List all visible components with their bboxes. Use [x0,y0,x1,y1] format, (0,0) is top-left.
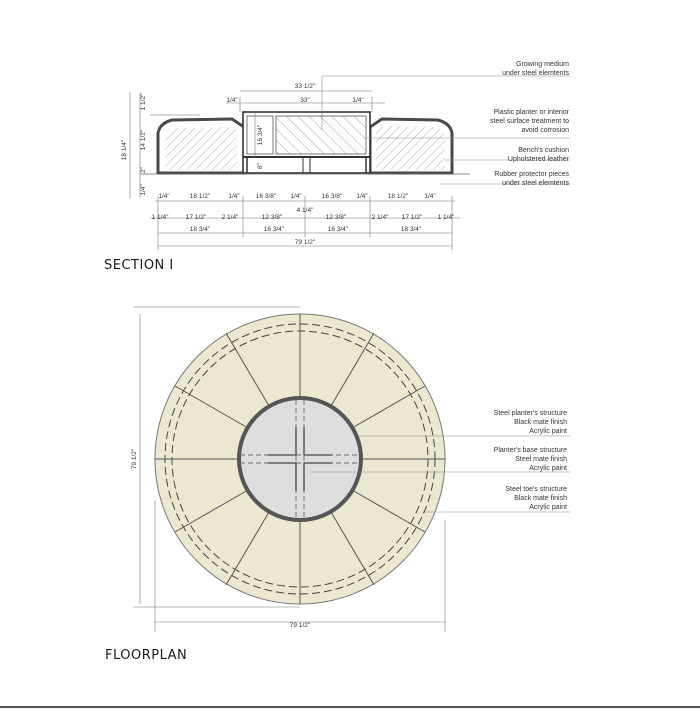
dim-row1-2: 1/4" [228,193,240,200]
callout-line: Steel mate finish [515,456,567,463]
dim-overall: 79 1/2" [294,239,316,246]
dim-top-gap-left: 1/4" [226,97,238,104]
dim-row1-0: 1/4" [158,193,170,200]
dim-left-base: 1/4" [140,184,147,196]
floorplan-drawing [131,307,570,632]
dim-row1-8: 1/4" [424,193,436,200]
dim-row2-0: 1 1/4" [151,214,169,221]
floorplan-callout-planter [494,410,567,435]
floorplan-width-dim: 79 1/2" [289,622,311,629]
dim-row1-5: 16 3/8" [321,193,343,200]
dim-planter-height: 16 3/4" [257,124,264,146]
dim-left-mid: 14 1/2" [140,129,147,151]
callout-line: Growing medium [516,61,569,68]
callout-line: avoid corrosion [521,127,569,134]
dim-planter-base: 8" [257,163,264,169]
callout-line: Planter's base structure [493,447,567,454]
dim-row1-7: 18 1/2" [387,193,409,200]
callout-line: under steel elemtents [502,180,569,187]
section-callout-rubber [494,171,569,187]
section-title: SECTION I [104,258,174,273]
dim-row3-1: 16 3/4" [263,226,285,233]
dim-row2-7: 1 1/4" [437,214,455,221]
dim-left-low: 2" [140,167,147,173]
bottom-divider [0,706,700,708]
dim-row-1 [158,193,436,200]
callout-line: Black mate finish [514,419,567,426]
dim-row-3 [190,226,422,233]
callout-line: Rubber protector pieces [494,171,569,178]
callout-line: Acrylic paint [529,428,567,435]
section-drawing [121,61,570,250]
dim-row1-1: 18 1/2" [189,193,211,200]
dim-left-overall: 18 1/4" [121,139,128,161]
dim-row2-center: 4 1/4" [296,207,314,214]
dim-row2-3: 12 3/8" [261,214,283,221]
callout-line: Steel toe's structure [505,486,567,493]
dim-row3-3: 18 3/4" [400,226,422,233]
dim-row2-5: 2 1/4" [371,214,389,221]
dim-row1-6: 1/4" [356,193,368,200]
dim-left-top: 1 1/2" [140,93,147,111]
callout-line: Plastic planter or interior [493,109,569,116]
dim-row2-4: 12 3/8" [325,214,347,221]
dim-top-gap-right: 1/4" [352,97,364,104]
dim-row2-1: 17 1/2" [185,214,207,221]
floorplan-height-dim: 79 1/2" [131,448,138,470]
dim-row3-2: 16 3/4" [327,226,349,233]
floorplan-callout-toe [505,486,567,511]
callout-line: steel surface treatment to [490,118,569,125]
section-callout-planter [490,109,570,134]
dim-top-overall: 33 1/2" [294,83,316,90]
dim-row1-3: 16 3/8" [255,193,277,200]
dim-row2-2: 2 1/4" [221,214,239,221]
dim-row-2 [152,214,455,221]
callout-line: Steel planter's structure [493,410,567,417]
callout-line: Black mate finish [514,495,567,502]
growing-medium [276,116,366,154]
callout-line: under steel elemtents [502,70,569,77]
floorplan-title: FLOORPLAN [105,648,188,663]
callout-line: Bench's cushion [518,147,569,154]
floorplan-callout-base [494,447,567,472]
dim-row2-6: 17 1/2" [401,214,423,221]
callout-line: Acrylic paint [529,465,567,472]
planter-structure [239,398,361,520]
section-callout-cushion [508,147,570,163]
section-callout-growing [502,61,569,77]
dim-top-inner: 33" [300,97,310,104]
callout-line: Acrylic paint [529,504,567,511]
dim-row1-4: 1/4" [290,193,302,200]
dim-row3-0: 18 3/4" [189,226,211,233]
callout-line: Upholstered leather [507,156,569,163]
